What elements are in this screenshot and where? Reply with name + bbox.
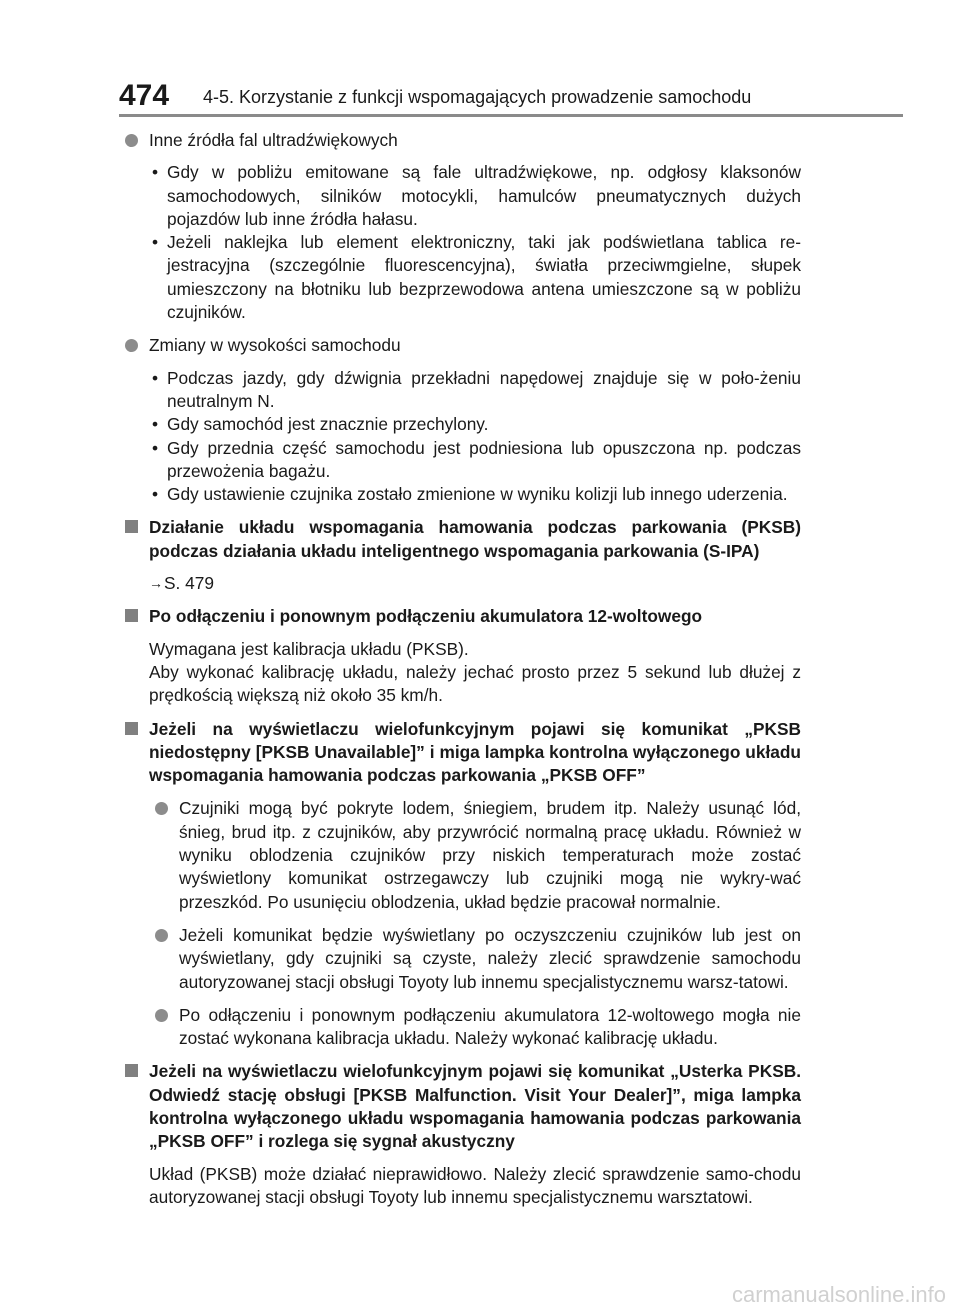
- page-reference-text: S. 479: [164, 573, 214, 594]
- section-body: [149, 638, 801, 708]
- item-text: Czujniki mogą być pokryte lodem, śniegiem, brudem itp. Należy usunąć lód, śnieg, brud itp. z czujników, aby przywrócić normalną pracę układu. Również w wyniku oblodzenia czujników przy niskich temperaturach może zostać wyświetlony komunikat ostrzegawczy lub czujniki mogą nie wykry-wać przeszkód. Po usunięciu oblodzenia, układ będzie pracował normalnie.: [179, 798, 801, 912]
- header-divider: [119, 114, 903, 117]
- section-body: Układ (PKSB) może działać nieprawidłowo. Należy zlecić sprawdzenie samo-chodu autoryzowanej stacji obsługi Toyoty lub innemu specjalistycznemu warsztatowi.: [149, 1163, 801, 1207]
- list-item: [149, 231, 801, 324]
- bullet-mark: •: [152, 484, 159, 505]
- item-title: Zmiany w wysokości samochodu: [149, 335, 401, 356]
- chapter-title: 4-5. Korzystanie z funkcji wspomagających prowadzenie samochodu: [203, 87, 752, 107]
- item-text: Jeżeli komunikat będzie wyświetlany po oczyszczeniu czujników lub jest on wyświetlany, gdy czujniki są czyste, należy zlecić sprawdzenie samochodu autoryzowanej stacji obsługi Toyoty lub innemu specjalistycznemu warsz-tatowi.: [179, 924, 801, 992]
- pksb-spipa-section: [119, 516, 801, 595]
- list-item: [149, 437, 801, 484]
- item-text: Po odłączeniu i ponownym podłączeniu akumulatora 12-woltowego mogła nie zostać wykonana kalibracja układu. Należy wykonać kalibrację układu.: [179, 1004, 801, 1049]
- battery-section: [119, 605, 801, 707]
- section-title: Po odłączeniu i ponownym podłączeniu akumulatora 12-woltowego: [149, 606, 703, 627]
- ultrasound-item: [119, 129, 801, 152]
- ultrasound-bullets: [119, 161, 801, 324]
- bullet-mark: •: [152, 162, 159, 183]
- section-title: Jeżeli na wyświetlaczu wielofunkcyjnym pojawi się komunikat „Usterka PKSB. Odwiedź stację obsługi [PKSB Malfunction. Visit Your Dealer]”, miga lampka kontrolna wyłączonego układu wspomagania hamowania podczas parkowania „PKSB OFF” i rozlega się sygnał akustyczny: [149, 1061, 801, 1152]
- circle-bullet-icon: [125, 339, 138, 352]
- list-item-text: Gdy samochód jest znacznie przechylony.: [167, 414, 489, 435]
- section-title: Działanie układu wspomagania hamowania podczas parkowania (PKSB) podczas działania układu inteligentnego wspomagania parkowania (S-IPA): [149, 517, 801, 561]
- bullet-mark: •: [152, 414, 159, 435]
- watermark: carmanualsonline.info: [731, 1282, 946, 1307]
- height-bullets: [119, 367, 801, 507]
- unavailable-item: [149, 924, 801, 994]
- square-bullet-icon: [125, 520, 138, 533]
- bullet-mark: •: [152, 437, 159, 458]
- malfunction-section: [119, 1060, 801, 1209]
- page-header: [0, 78, 960, 118]
- height-item: [119, 334, 801, 357]
- list-item-text: Gdy w pobliżu emitowane są fale ultradźwiękowe, np. odgłosy klaksonów samochodowych, silników motocykli, hamulców pneumatycznych dużych pojazdów lub inne źródła hałasu.: [167, 162, 801, 229]
- section-title: Jeżeli na wyświetlaczu wielofunkcyjnym pojawi się komunikat „PKSB niedostępny [PKSB Unavailable]” i miga lampka kontrolna wyłączonego układu wspomagania hamowania podczas parkowania „PKSB OFF”: [149, 718, 801, 786]
- list-item-text: Gdy ustawienie czujnika zostało zmienione w wyniku kolizji lub innego uderzenia.: [167, 484, 788, 505]
- list-item: [149, 413, 801, 436]
- page-number: 474: [119, 79, 170, 112]
- list-item: [149, 367, 801, 414]
- list-item: [149, 483, 801, 506]
- unavailable-section: [119, 718, 801, 788]
- list-item-text: Jeżeli naklejka lub element elektroniczny, taki jak podświetlana tablica re-jestracyjna (szczególnie fluorescencyjna), światła przeciwmgielne, słupek umieszczony na błotniku lub bezprzewodowa antena umieszczone są w pobliżu czujników.: [167, 232, 801, 323]
- circle-bullet-icon: [155, 929, 168, 942]
- list-item: [149, 161, 801, 231]
- unavailable-item: [149, 797, 801, 913]
- square-bullet-icon: [125, 722, 138, 735]
- circle-bullet-icon: [155, 1009, 168, 1022]
- circle-bullet-icon: [125, 134, 138, 147]
- item-title: Inne źródła fal ultradźwiękowych: [149, 130, 398, 150]
- bullet-mark: •: [152, 367, 159, 388]
- arrow-right-icon: →: [149, 575, 163, 592]
- page-reference[interactable]: [149, 572, 801, 595]
- body-line: Aby wykonać kalibrację układu, należy jechać prosto przez 5 sekund lub dłużej z prędkością większą niż około 35 km/h.: [149, 661, 801, 706]
- square-bullet-icon: [125, 1064, 138, 1077]
- unavailable-item: [149, 1004, 801, 1051]
- circle-bullet-icon: [155, 802, 168, 815]
- square-bullet-icon: [125, 609, 138, 622]
- page-content: [119, 129, 801, 1219]
- list-item-text: Podczas jazdy, gdy dźwignia przekładni napędowej znajduje się w poło-żeniu neutralnym N.: [167, 367, 801, 411]
- list-item-text: Gdy przednia część samochodu jest podniesiona lub opuszczona np. podczas przewożenia bagażu.: [167, 437, 801, 481]
- bullet-mark: •: [152, 232, 159, 253]
- body-line: Wymagana jest kalibracja układu (PKSB).: [149, 638, 469, 659]
